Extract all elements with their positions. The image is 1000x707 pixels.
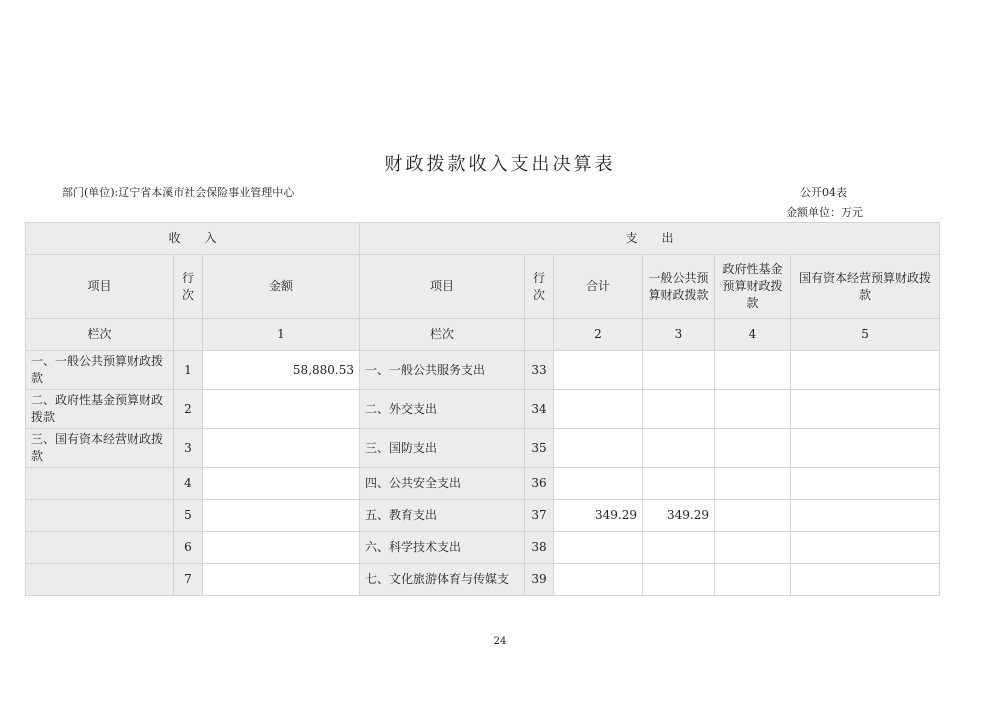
expense-item: 六、科学技术支出: [360, 532, 525, 564]
income-row-no: 4: [174, 468, 203, 500]
general-budget-header: 一般公共预算财政拨款: [643, 255, 715, 319]
income-row-no: 6: [174, 532, 203, 564]
income-item: [26, 500, 174, 532]
income-row-no: 2: [174, 390, 203, 429]
state-capital-value: [791, 564, 940, 596]
expense-item: 二、外交支出: [360, 390, 525, 429]
state-capital-header: 国有资本经营预算财政拨款: [791, 255, 940, 319]
col-index-empty-2: [525, 319, 554, 351]
col-index-4: 4: [715, 319, 791, 351]
total-value: [554, 351, 643, 390]
gov-fund-value: [715, 390, 791, 429]
general-budget-value: [643, 429, 715, 468]
gov-fund-value: [715, 468, 791, 500]
income-amount: [203, 468, 360, 500]
table-row: [26, 532, 940, 564]
income-row-no: 7: [174, 564, 203, 596]
total-value: [554, 390, 643, 429]
total-value: [554, 532, 643, 564]
table-row: [26, 500, 940, 532]
state-capital-value: [791, 351, 940, 390]
page-number: 24: [493, 636, 507, 647]
general-budget-value: [643, 468, 715, 500]
gov-fund-value: [715, 500, 791, 532]
general-budget-value: [643, 532, 715, 564]
expense-row-no: 38: [525, 532, 554, 564]
expense-item: 三、国防支出: [360, 429, 525, 468]
state-capital-value: [791, 390, 940, 429]
table-row: [26, 390, 940, 429]
general-budget-value: [643, 390, 715, 429]
header-row: [26, 255, 940, 319]
income-item: [26, 532, 174, 564]
column-index-row: [26, 319, 940, 351]
col-index-3: 3: [643, 319, 715, 351]
table-row: [26, 429, 940, 468]
table-row: [26, 468, 940, 500]
income-row-no: 5: [174, 500, 203, 532]
expense-row-no: 36: [525, 468, 554, 500]
col-index-empty: [174, 319, 203, 351]
expense-item: 五、教育支出: [360, 500, 525, 532]
income-row-no: 3: [174, 429, 203, 468]
amount-header: 金额: [203, 255, 360, 319]
header-group-row: [26, 223, 940, 255]
expense-row-no: 34: [525, 390, 554, 429]
state-capital-value: [791, 532, 940, 564]
income-row-no: 1: [174, 351, 203, 390]
income-amount: [203, 532, 360, 564]
income-amount: [203, 500, 360, 532]
gov-fund-value: [715, 429, 791, 468]
table-row: [26, 351, 940, 390]
general-budget-value: [643, 564, 715, 596]
general-budget-value: [643, 351, 715, 390]
expense-row-no: 37: [525, 500, 554, 532]
gov-fund-header: 政府性基金预算财政拨款: [715, 255, 791, 319]
income-amount: [203, 564, 360, 596]
total-value: [554, 468, 643, 500]
income-item: [26, 468, 174, 500]
expense-item: 一、一般公共服务支出: [360, 351, 525, 390]
expense-item: 四、公共安全支出: [360, 468, 525, 500]
expense-row-no: 35: [525, 429, 554, 468]
expense-header: 支 出: [360, 223, 940, 255]
state-capital-value: [791, 500, 940, 532]
amount-unit: 金额单位：万元: [786, 206, 863, 219]
income-amount: [203, 390, 360, 429]
col-index-label: 栏次: [26, 319, 174, 351]
gov-fund-value: [715, 564, 791, 596]
general-budget-value: 349.29: [643, 500, 715, 532]
table-row: [26, 564, 940, 596]
income-row-no-header: 行次: [174, 255, 203, 319]
col-index-label-2: 栏次: [360, 319, 525, 351]
state-capital-value: [791, 429, 940, 468]
expense-item: 七、文化旅游体育与传媒支: [360, 564, 525, 596]
state-capital-value: [791, 468, 940, 500]
department-label: 部门(单位):辽宁省本溪市社会保险事业管理中心: [62, 186, 295, 199]
col-index-2: 2: [554, 319, 643, 351]
income-item: 二、政府性基金预算财政拨款: [26, 390, 174, 429]
budget-table: [25, 222, 940, 596]
expense-row-no: 33: [525, 351, 554, 390]
col-index-5: 5: [791, 319, 940, 351]
income-item: 三、国有资本经营财政拨款: [26, 429, 174, 468]
page-title: 财政拨款收入支出决算表: [384, 154, 616, 175]
gov-fund-value: [715, 351, 791, 390]
income-item: 一、一般公共预算财政拨款: [26, 351, 174, 390]
expense-row-no: 39: [525, 564, 554, 596]
income-item-header: 项目: [26, 255, 174, 319]
gov-fund-value: [715, 532, 791, 564]
total-value: 349.29: [554, 500, 643, 532]
col-index-1: 1: [203, 319, 360, 351]
total-value: [554, 429, 643, 468]
income-item: [26, 564, 174, 596]
income-amount: 58,880.53: [203, 351, 360, 390]
income-amount: [203, 429, 360, 468]
form-number: 公开04表: [800, 186, 847, 199]
total-value: [554, 564, 643, 596]
income-header: 收 入: [26, 223, 360, 255]
total-header: 合计: [554, 255, 643, 319]
expense-item-header: 项目: [360, 255, 525, 319]
expense-row-no-header: 行次: [525, 255, 554, 319]
